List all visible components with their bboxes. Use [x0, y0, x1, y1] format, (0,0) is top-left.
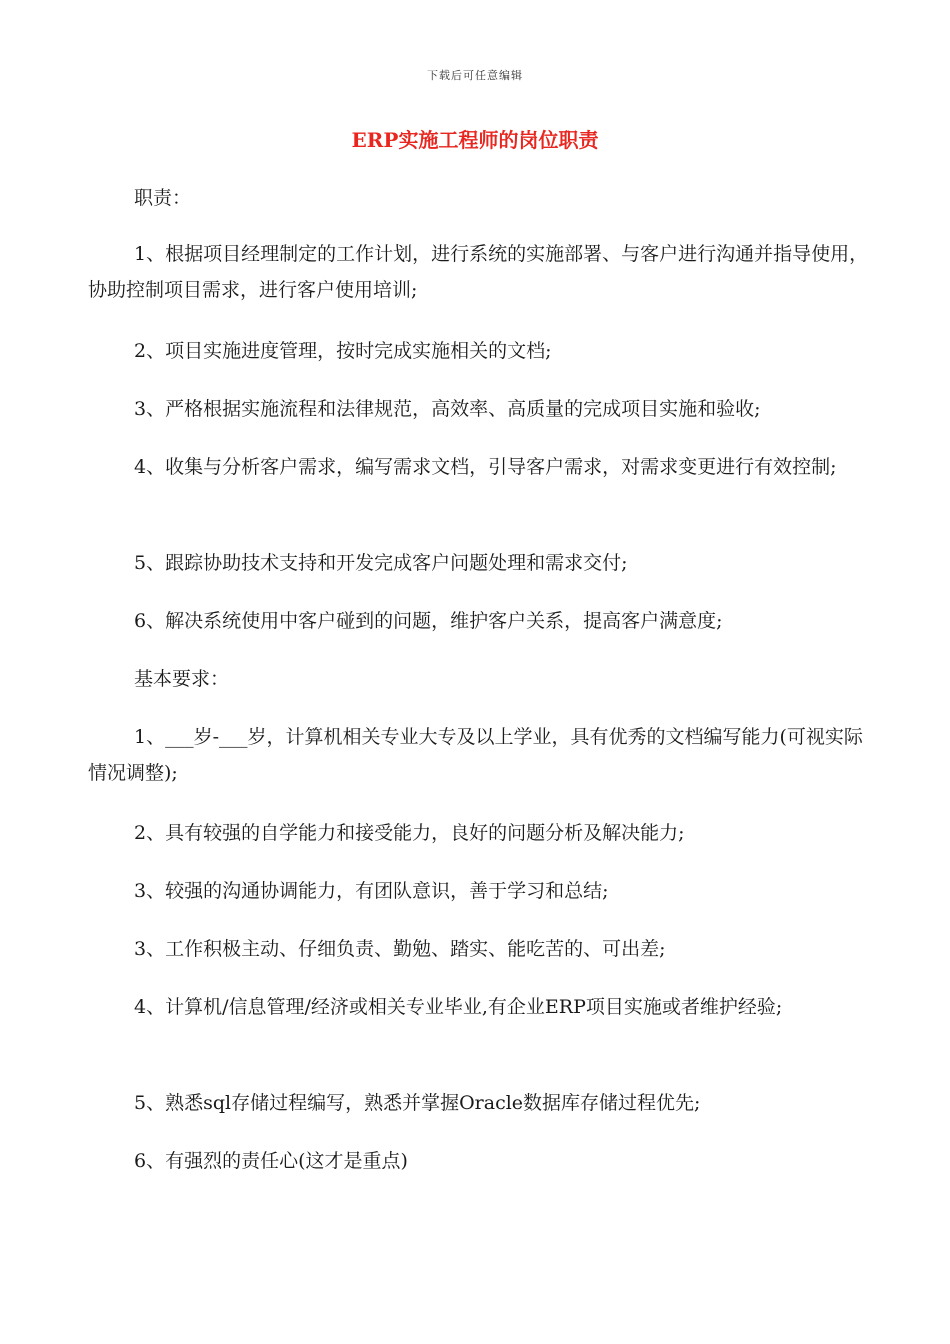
- duty-item-5: 5、跟踪协助技术支持和开发完成客户问题处理和需求交付;: [134, 552, 628, 574]
- duties-heading: 职责：: [134, 187, 192, 209]
- requirement-item-1: 1、___岁-___岁，计算机相关专业大专及以上学业，具有优秀的文档编写能力(可视实际情况调整);: [88, 726, 863, 784]
- duty-item-3: 3、严格根据实施流程和法律规范，高效率、高质量的完成项目实施和验收;: [134, 398, 761, 420]
- requirement-item-3: 3、较强的沟通协调能力，有团队意识，善于学习和总结;: [134, 880, 609, 902]
- requirement-item-2: 2、具有较强的自学能力和接受能力，良好的问题分析及解决能力;: [134, 822, 685, 844]
- document-title: ERP实施工程师的岗位职责: [351, 128, 599, 152]
- requirement-item-5: 4、计算机/信息管理/经济或相关专业毕业,有企业ERP项目实施或者维护经验;: [134, 996, 783, 1018]
- header-note: 下载后可任意编辑: [427, 69, 523, 82]
- duty-item-2: 2、项目实施进度管理，按时完成实施相关的文档;: [134, 340, 552, 362]
- requirement-item-7: 6、有强烈的责任心(这才是重点): [134, 1150, 408, 1172]
- requirement-item-4: 3、工作积极主动、仔细负责、勤勉、踏实、能吃苦的、可出差;: [134, 938, 666, 960]
- duty-item-6: 6、解决系统使用中客户碰到的问题，维护客户关系，提高客户满意度;: [134, 610, 723, 632]
- requirement-item-6: 5、熟悉sql存储过程编写，熟悉并掌握Oracle数据库存储过程优先;: [134, 1092, 701, 1114]
- duty-item-4: 4、收集与分析客户需求，编写需求文档，引导客户需求，对需求变更进行有效控制;: [134, 456, 837, 478]
- duty-item-1: 1、根据项目经理制定的工作计划，进行系统的实施部署、与客户进行沟通并指导使用，协助控制项目需求，进行客户使用培训;: [88, 243, 869, 301]
- requirements-heading: 基本要求：: [134, 668, 230, 690]
